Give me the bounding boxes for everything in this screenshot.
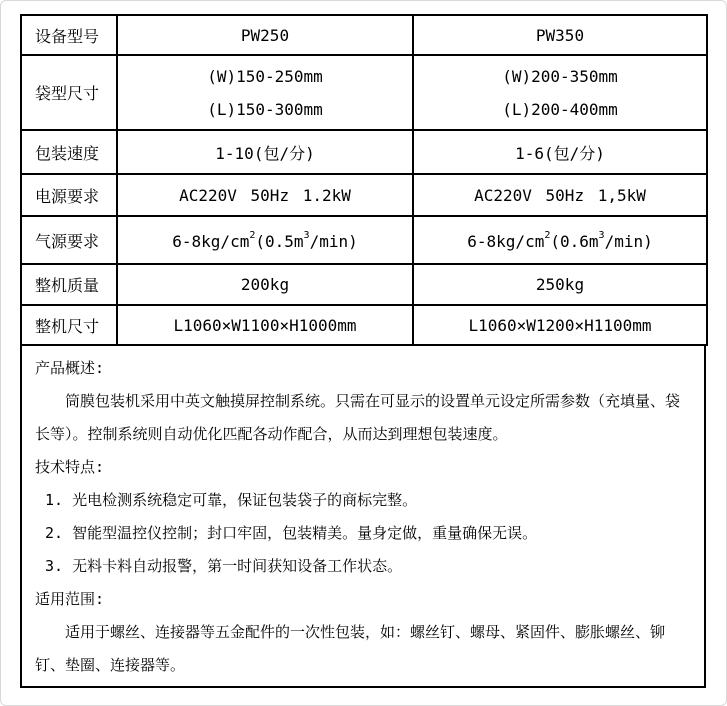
model-pw350-cell: PW350 [413, 15, 707, 55]
power-pw250-cell: AC220V 50Hz 1.2kW [117, 174, 413, 216]
air-pw350-end: /min) [604, 231, 653, 251]
scope-text: 适用于螺丝、连接器等五金配件的一次性包装，如：螺丝钉、螺母、紧固件、膨胀螺丝、铆钉、垫圈、连接器等。 [35, 623, 666, 674]
dimensions-pw250-cell: L1060×W1100×H1000mm [117, 305, 413, 345]
air-pw250-end: /min) [309, 231, 358, 251]
air-row-label: 气源要求 [21, 216, 117, 264]
overview-text: 筒膜包装机采用中英文触摸屏控制系统。只需在可显示的设置单元设定所需参数（充填量、袋长等）。控制系统则自动优化匹配各动作配合，从而达到理想包装速度。 [35, 392, 681, 443]
bag-size-pw250-cell [117, 55, 413, 130]
speed-pw250-cell: 1-10(包/分) [117, 130, 413, 174]
bag-length-pw250: (L)150-300mm [207, 99, 323, 119]
model-pw250-cell: PW250 [117, 15, 413, 55]
feature-1-text: 光电检测系统稳定可靠，保证包装袋子的商标完整。 [72, 491, 418, 509]
bag-length-pw350: (L)200-400mm [502, 99, 618, 119]
air-pw350-superscript-3: 3 [598, 229, 605, 241]
air-pw350-base: 6-8kg/cm [467, 231, 545, 251]
bag-width-pw250: (W)150-250mm [207, 66, 323, 86]
power-row-label: 电源要求 [21, 174, 117, 216]
air-pw250-base: 6-8kg/cm [172, 231, 250, 251]
air-pw250-mid: (0.5m [255, 231, 304, 251]
table-row-air [21, 216, 707, 264]
spec-table [20, 14, 708, 346]
air-pw250-cell [117, 216, 413, 264]
overview-heading: 产品概述: [35, 359, 105, 377]
model-row-label: 设备型号 [21, 15, 117, 55]
feature-3-text: 无料卡料自动报警，第一时间获知设备工作状态。 [72, 557, 403, 575]
feature-item-3 [35, 550, 691, 583]
air-pw350-superscript-2: 2 [544, 229, 551, 241]
feature-item-1 [35, 484, 691, 517]
scope-heading: 适用范围: [35, 590, 105, 608]
bag-size-row-label: 袋型尺寸 [21, 55, 117, 130]
bag-size-pw350-cell [413, 55, 707, 130]
air-pw250-superscript-2: 2 [249, 229, 256, 241]
dimensions-row-label: 整机尺寸 [21, 305, 117, 345]
air-pw350-cell [413, 216, 707, 264]
feature-item-2 [35, 517, 691, 550]
table-row-dimensions [21, 305, 707, 345]
description-section [20, 346, 706, 688]
table-row-power [21, 174, 707, 216]
feature-2-number: 2. [45, 524, 64, 542]
weight-pw350-cell: 250kg [413, 264, 707, 305]
power-pw350-cell: AC220V 50Hz 1,5kW [413, 174, 707, 216]
table-row-weight [21, 264, 707, 305]
feature-3-number: 3. [45, 557, 64, 575]
table-row-bag-size [21, 55, 707, 130]
feature-2-text: 智能型温控仪控制；封口牢固，包装精美。量身定做，重量确保无误。 [72, 524, 538, 542]
table-row-model [21, 15, 707, 55]
speed-row-label: 包装速度 [21, 130, 117, 174]
dimensions-pw350-cell: L1060×W1200×H1100mm [413, 305, 707, 345]
table-row-speed [21, 130, 707, 174]
weight-pw250-cell: 200kg [117, 264, 413, 305]
bag-width-pw350: (W)200-350mm [502, 66, 618, 86]
features-heading: 技术特点: [35, 458, 105, 476]
speed-pw350-cell: 1-6(包/分) [413, 130, 707, 174]
air-pw350-mid: (0.6m [550, 231, 599, 251]
weight-row-label: 整机质量 [21, 264, 117, 305]
air-pw250-superscript-3: 3 [303, 229, 310, 241]
feature-1-number: 1. [45, 491, 64, 509]
